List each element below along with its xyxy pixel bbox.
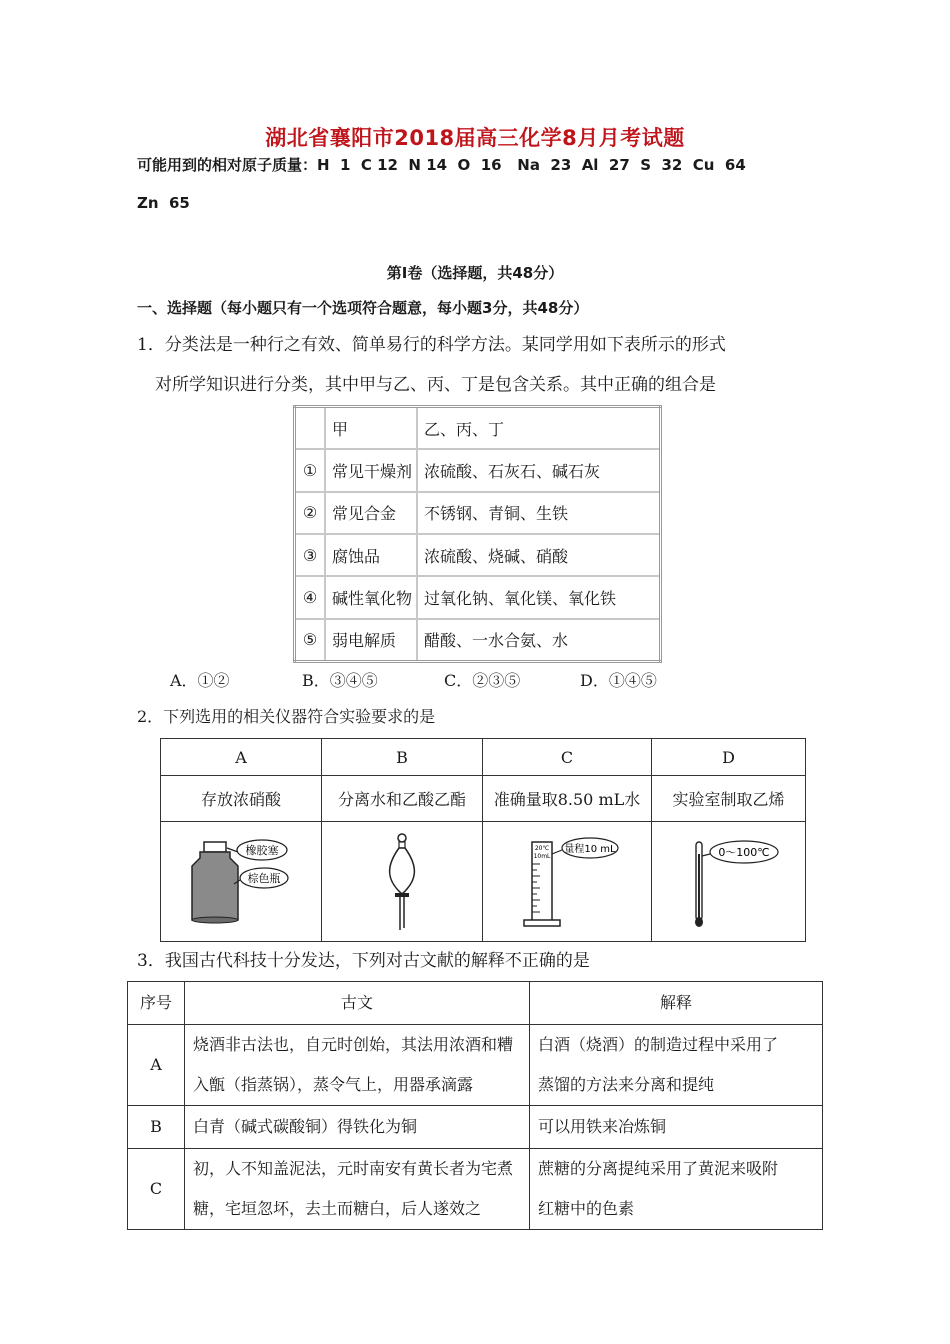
- table-row: [295, 619, 661, 662]
- q1-classification-table: [293, 405, 662, 663]
- q2-instrument-table: [160, 738, 806, 942]
- table-header-row: [128, 982, 823, 1025]
- table-cell: B: [322, 739, 483, 776]
- table-cell: 准确量取8.50 mL水: [483, 776, 652, 822]
- table-cell: [652, 822, 806, 942]
- table-row: [128, 1106, 823, 1149]
- q1-option-d[interactable]: D．①④⑤: [580, 671, 657, 690]
- cylinder-range-label: 量程10 mL: [564, 843, 616, 855]
- table-cell: 腐蚀品: [325, 534, 417, 576]
- table-cell: 不锈钢、青铜、生铁: [417, 492, 661, 534]
- cell-line: 红糖中的色素: [538, 1199, 635, 1218]
- cell-line: 可以用铁来冶炼铜: [538, 1117, 667, 1136]
- table-cell: 醋酸、一水合氨、水: [417, 619, 661, 662]
- table-cell: ⑤: [295, 619, 326, 662]
- stopper-label: 橡胶塞: [245, 843, 279, 857]
- table-cell: 古文: [185, 982, 530, 1025]
- table-row: [295, 449, 661, 491]
- table-cell: [322, 822, 483, 942]
- table-header-row: [295, 407, 661, 450]
- table-cell: [295, 407, 326, 450]
- brown-bottle-figure: [186, 836, 296, 928]
- cell-line: 糖，宅垣忽坏，去土而糖白，后人遂效之: [193, 1199, 482, 1218]
- table-cell: 弱电解质: [325, 619, 417, 662]
- cylinder-temp-label: 20℃: [534, 844, 550, 852]
- page-title: 湖北省襄阳市2018届高三化学8月月考试题: [265, 126, 685, 150]
- table-cell: 过氧化钠、氧化镁、氧化铁: [417, 576, 661, 618]
- table-cell: 乙、丙、丁: [417, 407, 661, 450]
- table-cell: A: [128, 1025, 185, 1106]
- cell-line: 入甑（指蒸锅），蒸令气上，用器承滴露: [193, 1075, 474, 1094]
- q2-stem: 2．下列选用的相关仪器符合实验要求的是: [137, 707, 436, 726]
- table-cell: ④: [295, 576, 326, 618]
- cell-line: 蒸馏的方法来分离和提纯: [538, 1075, 715, 1094]
- table-row: [128, 1149, 823, 1230]
- table-row: [128, 1025, 823, 1106]
- table-row: [161, 822, 806, 942]
- cell-line: 蔗糖的分离提纯采用了黄泥来吸附: [538, 1159, 779, 1178]
- q1-stem-line2: 对所学知识进行分类，其中甲与乙、丙、丁是包含关系。其中正确的组合是: [155, 375, 716, 395]
- table-cell: 常见合金: [325, 492, 417, 534]
- table-cell: 常见干燥剂: [325, 449, 417, 491]
- table-cell: 实验室制取乙烯: [652, 776, 806, 822]
- table-cell: ①: [295, 449, 326, 491]
- table-cell: [185, 1025, 530, 1106]
- table-cell: 甲: [325, 407, 417, 450]
- cell-line: 初，人不知盖泥法，元时南安有黄长者为宅煮: [193, 1159, 514, 1178]
- table-cell: ③: [295, 534, 326, 576]
- bottle-label: 棕色瓶: [247, 871, 281, 885]
- table-cell: B: [128, 1106, 185, 1149]
- table-cell: [185, 1149, 530, 1230]
- q1-option-c[interactable]: C．②③⑤: [444, 671, 521, 690]
- table-cell: [530, 1025, 823, 1106]
- table-cell: 存放浓硝酸: [161, 776, 322, 822]
- table-cell: [530, 1149, 823, 1230]
- cell-line: 白青（碱式碳酸铜）得铁化为铜: [193, 1117, 418, 1136]
- table-cell: [185, 1106, 530, 1149]
- table-cell: 解释: [530, 982, 823, 1025]
- cylinder-volume-label: 10mL: [533, 852, 551, 860]
- separatory-funnel-figure: [382, 832, 422, 932]
- table-cell: 序号: [128, 982, 185, 1025]
- table-row: [295, 576, 661, 618]
- table-cell: [483, 822, 652, 942]
- q3-stem: 3．我国古代科技十分发达，下列对古文献的解释不正确的是: [137, 951, 590, 971]
- table-cell: C: [128, 1149, 185, 1230]
- table-cell: 浓硫酸、烧碱、硝酸: [417, 534, 661, 576]
- thermometer-figure: [674, 834, 784, 930]
- q3-ancient-text-table: [127, 981, 823, 1230]
- cell-line: 烧酒非古法也，自元时创始，其法用浓酒和糟: [193, 1035, 514, 1054]
- table-cell: [530, 1106, 823, 1149]
- section-heading: 一、选择题（每小题只有一个选项符合题意，每小题3分，共48分）: [137, 299, 589, 317]
- q1-option-a[interactable]: A．①②: [170, 671, 230, 690]
- thermometer-range-label: 0～100℃: [717, 845, 770, 859]
- table-row: [295, 492, 661, 534]
- cell-line: 白酒（烧酒）的制造过程中采用了: [538, 1035, 779, 1054]
- table-cell: D: [652, 739, 806, 776]
- table-cell: 碱性氧化物: [325, 576, 417, 618]
- section-title: 第Ⅰ卷（选择题，共48分）: [386, 264, 564, 282]
- graduated-cylinder-figure: [512, 834, 622, 930]
- atomic-mass-line-continued: Zn 65: [137, 194, 190, 212]
- table-row: [295, 534, 661, 576]
- table-cell: C: [483, 739, 652, 776]
- table-cell: A: [161, 739, 322, 776]
- table-header-row: [161, 739, 806, 776]
- atomic-mass-line: 可能用到的相对原子质量：H 1 C 12 N 14 O 16 Na 23 Al 27 S 32 Cu 64: [137, 156, 746, 174]
- table-cell: 分离水和乙酸乙酯: [322, 776, 483, 822]
- table-cell: 浓硫酸、石灰石、碱石灰: [417, 449, 661, 491]
- q1-option-b[interactable]: B．③④⑤: [302, 671, 378, 690]
- table-row: [161, 776, 806, 822]
- table-cell: ②: [295, 492, 326, 534]
- q1-stem-line1: 1．分类法是一种行之有效、简单易行的科学方法。某同学用如下表所示的形式: [137, 335, 726, 355]
- table-cell: [161, 822, 322, 942]
